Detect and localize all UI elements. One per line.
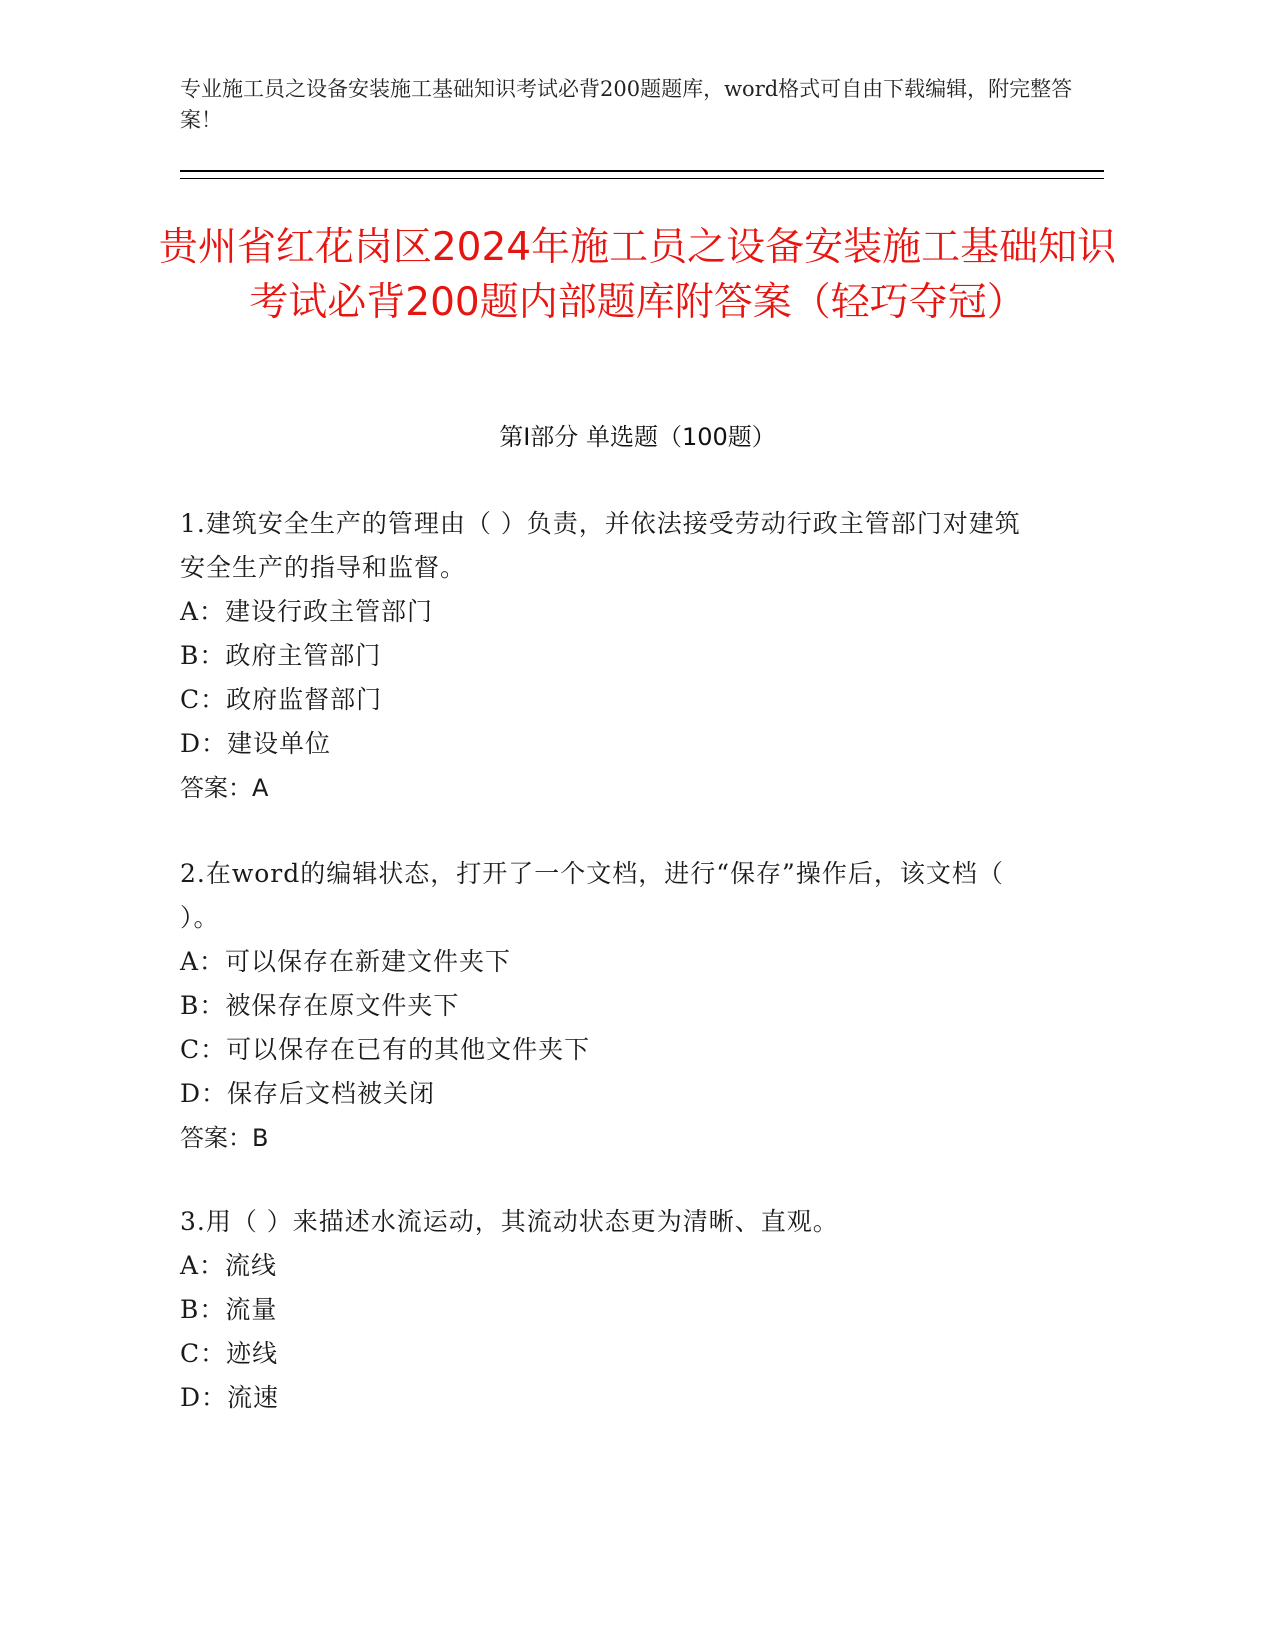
option-a: A：可以保存在新建文件夹下: [180, 947, 512, 976]
header-divider-thin: [180, 178, 1104, 179]
option-b: B：政府主管部门: [180, 641, 382, 670]
question-1: [180, 502, 1040, 810]
header-note: 专业施工员之设备安装施工基础知识考试必背200题题库，word格式可自由下载编辑，附完整答案！: [180, 77, 1073, 132]
question-2: [180, 852, 1040, 1160]
option-a: A：流线: [180, 1251, 278, 1280]
option-d: D：建设单位: [180, 729, 332, 758]
option-b: B：被保存在原文件夹下: [180, 991, 460, 1020]
header-divider-thick: [180, 170, 1104, 172]
question-stem: 1.建筑安全生产的管理由（ ）负责，并依法接受劳动行政主管部门对建筑安全生产的指导和监督。: [180, 509, 1021, 582]
answer-label: 答案：B: [180, 1124, 269, 1152]
option-a: A：建设行政主管部门: [180, 597, 434, 626]
question-stem: 2.在word的编辑状态，打开了一个文档，进行“保存”操作后，该文档（ ）。: [180, 859, 1004, 932]
document-title: 贵州省红花岗区2024年施工员之设备安装施工基础知识考试必背200题内部题库附答案（轻巧夺冠）: [158, 225, 1117, 325]
option-c: C：迹线: [180, 1339, 279, 1368]
option-d: D：保存后文档被关闭: [180, 1079, 436, 1108]
answer-label: 答案：A: [180, 774, 269, 802]
section-heading: 第Ⅰ部分 单选题（100题）: [499, 423, 776, 451]
option-c: C：可以保存在已有的其他文件夹下: [180, 1035, 591, 1064]
option-d: D：流速: [180, 1383, 280, 1412]
question-3: [180, 1200, 1040, 1420]
option-b: B：流量: [180, 1295, 278, 1324]
option-c: C：政府监督部门: [180, 685, 383, 714]
question-stem: 3.用（ ）来描述水流运动，其流动状态更为清晰、直观。: [180, 1207, 839, 1236]
